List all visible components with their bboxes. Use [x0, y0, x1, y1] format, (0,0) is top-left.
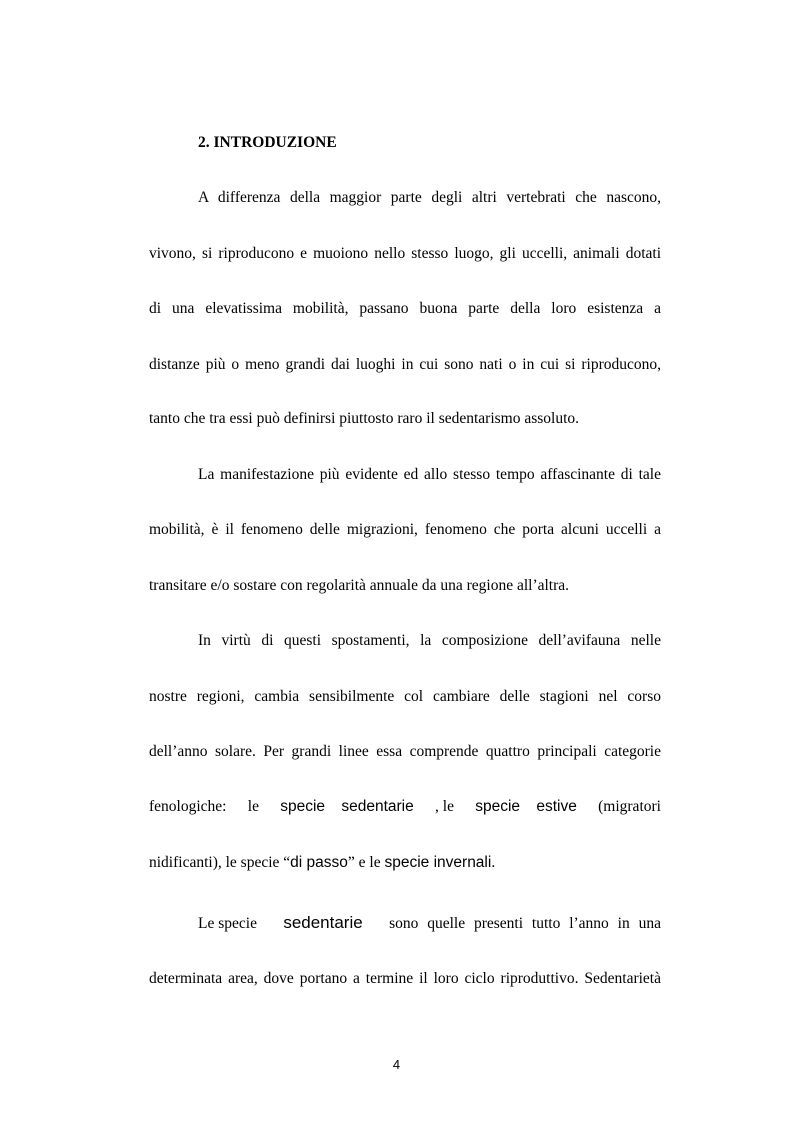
text-le-specie: Le specie [198, 915, 257, 932]
paragraph-2-line-2: mobilità, è il fenomeno delle migrazioni, fenomeno che porta alcuni uccelli a [149, 521, 661, 538]
paragraph-1-line-5: tanto che tra essi può definirsi piuttosto raro il sedentarismo assoluto. [149, 410, 580, 427]
text-le: le [247, 798, 259, 815]
paragraph-1-line-4: distanze più o meno grandi dai luoghi in cui sono nati o in cui si riproducono, [149, 356, 661, 373]
page-number: 4 [392, 1057, 401, 1072]
term-specie-estive: specie estive [475, 798, 577, 815]
paragraph-3-line-4 [149, 797, 661, 817]
text-fenologiche: fenologiche: [149, 798, 227, 815]
paragraph-1-line-2: vivono, si riproducono e muoiono nello stesso luogo, gli uccelli, animali dotati [149, 245, 661, 262]
paragraph-4-line-1 [198, 913, 661, 934]
term-specie-invernali: specie invernali [384, 854, 492, 871]
section-heading: 2. INTRODUZIONE [198, 134, 337, 151]
text-comma-le: , le [435, 798, 454, 815]
text-e-le: ” e le [347, 854, 385, 871]
paragraph-3-line-1: In virtù di questi spostamenti, la composizione dell’avifauna nelle [198, 632, 661, 649]
term-di-passo: di passo [290, 854, 348, 871]
term-sedentarie: sedentarie [283, 913, 363, 932]
paragraph-2-line-3: transitare e/o sostare con regolarità annuale da una regione all’altra. [149, 577, 570, 594]
text-migratori: (migratori [598, 798, 661, 815]
paragraph-1-line-3: di una elevatissima mobilità, passano buona parte della loro esistenza a [149, 300, 661, 317]
text-period: . [491, 854, 496, 871]
text-nidificanti: nidificanti), le specie “ [149, 854, 291, 871]
paragraph-4-line-2: determinata area, dove portano a termine il loro ciclo riproduttivo. Sedentarietà [149, 970, 661, 987]
paragraph-3-line-5 [149, 853, 661, 873]
paragraph-1-line-1: A differenza della maggior parte degli altri vertebrati che nascono, [198, 189, 661, 206]
paragraph-3-line-3: dell’anno solare. Per grandi linee essa comprende quattro principali categorie [149, 743, 661, 760]
text-sono-quelle: sono quelle presenti tutto l’anno in una [389, 915, 661, 932]
term-specie-sedentarie: specie sedentarie [280, 798, 414, 815]
paragraph-2-line-1: La manifestazione più evidente ed allo stesso tempo affascinante di tale [198, 466, 661, 483]
paragraph-3-line-2: nostre regioni, cambia sensibilmente col cambiare delle stagioni nel corso [149, 688, 661, 705]
